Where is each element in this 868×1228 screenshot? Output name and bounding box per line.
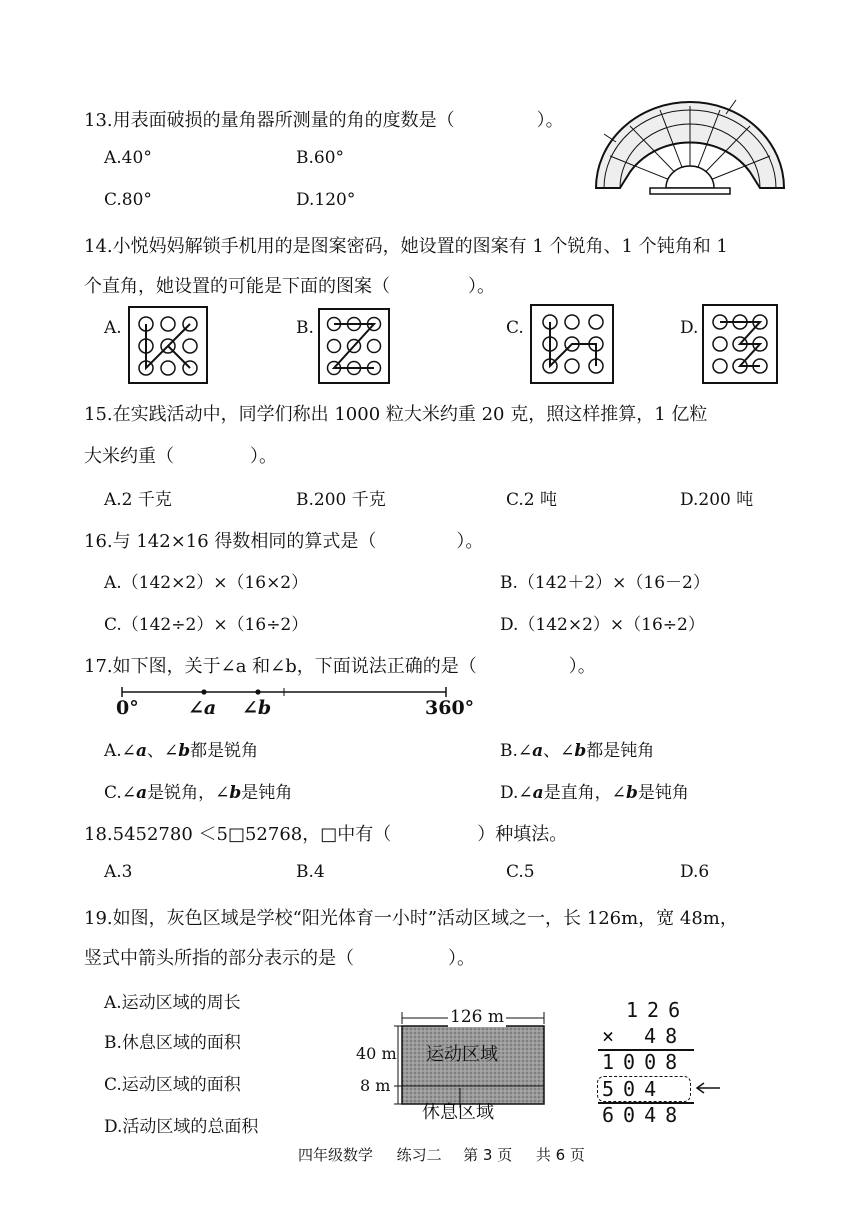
q13-option-a[interactable]: A.40° xyxy=(104,148,152,168)
q14-option-b-pattern[interactable] xyxy=(318,308,390,384)
q17-option-b[interactable] xyxy=(500,736,654,761)
v-row4-d1: 5 xyxy=(602,1077,624,1101)
number-line-label-360: 360° xyxy=(425,697,475,719)
q19-option-d[interactable]: D.活动区域的总面积 xyxy=(104,1117,259,1137)
q14-line2 xyxy=(84,272,495,298)
q16-stem-text: 16.与 142×16 得数相同的算式是（ xyxy=(84,531,377,552)
q14-option-d-label[interactable]: D. xyxy=(680,318,699,338)
footer-page: 第 3 页 xyxy=(463,1146,513,1164)
q15-option-c[interactable]: C.2 吨 xyxy=(506,490,558,510)
q17b-a: a xyxy=(532,741,544,761)
v-row2-d1: 4 xyxy=(644,1024,666,1048)
vertical-row2 xyxy=(602,1024,686,1048)
q17d-post: 是钝角 xyxy=(637,783,689,803)
q17-option-d[interactable] xyxy=(500,778,689,803)
q13-option-c[interactable]: C.80° xyxy=(104,190,152,210)
q15-line2-text: 大米约重（ xyxy=(84,446,174,467)
q18-option-b[interactable]: B.4 xyxy=(296,862,325,882)
q17-close: ）。 xyxy=(568,656,596,677)
v-row3-d1: 1 xyxy=(602,1050,624,1074)
v-row1-d1: 1 xyxy=(626,998,648,1022)
q15-option-d[interactable]: D.200 吨 xyxy=(680,490,754,510)
footer-total: 共 6 页 xyxy=(535,1146,585,1164)
q17c-b: b xyxy=(229,783,242,803)
v-row1-d2: 2 xyxy=(647,998,669,1022)
q16-option-a[interactable]: A.（142×2）×（16×2） xyxy=(104,573,309,593)
q18-option-d[interactable]: D.6 xyxy=(680,862,710,882)
q18-close: ）种填法。 xyxy=(477,824,568,845)
q19-option-c[interactable]: C.运动区域的面积 xyxy=(104,1075,241,1095)
q14-option-a-pattern[interactable] xyxy=(128,306,208,384)
figure-length-label: 126 m xyxy=(450,1007,504,1027)
v-row4-d2: 0 xyxy=(623,1077,645,1101)
q17a-b: b xyxy=(178,741,191,761)
q14-option-b-label[interactable]: B. xyxy=(296,318,314,338)
q17-stem xyxy=(84,652,596,678)
vertical-row1 xyxy=(626,998,689,1022)
number-line-label-0: 0° xyxy=(116,697,139,719)
number-line-label-b: ∠b xyxy=(242,697,272,719)
v-row5-d1: 6 xyxy=(602,1103,624,1127)
page-footer xyxy=(298,1144,585,1165)
q17-stem-text: 17.如下图，关于∠a 和∠b，下面说法正确的是（ xyxy=(84,656,477,677)
q14-option-a-label[interactable]: A. xyxy=(104,318,122,338)
v-row3-d2: 0 xyxy=(623,1050,645,1074)
q15-option-b[interactable]: B.200 千克 xyxy=(296,490,386,510)
q17a-mid: 、∠ xyxy=(146,741,179,761)
q17a-post: 都是锐角 xyxy=(190,741,259,761)
v-row4-d3: 4 xyxy=(644,1077,666,1101)
v-row1-d3: 6 xyxy=(668,998,690,1022)
q17d-a: a xyxy=(532,783,544,803)
q13-stem-text: 13.用表面破损的量角器所测量的角的度数是（ xyxy=(84,110,455,131)
q17a-a: a xyxy=(135,741,147,761)
footer-exercise: 练习二 xyxy=(396,1146,442,1164)
q17d-mid: 是直角，∠ xyxy=(543,783,626,803)
q17c-post: 是钝角 xyxy=(241,783,293,803)
q14-close: ）。 xyxy=(468,276,495,297)
q17d-pre: D.∠ xyxy=(500,783,533,803)
q15-line2 xyxy=(84,442,277,468)
figure-height1-label: 40 m xyxy=(356,1044,397,1063)
q16-close: ）。 xyxy=(456,531,484,552)
q17d-b: b xyxy=(625,783,638,803)
q13-close: ）。 xyxy=(536,110,564,131)
v-row3-d4: 8 xyxy=(665,1050,687,1074)
q18-stem-text: 18.5452780 ＜5□52768，□中有（ xyxy=(84,824,392,845)
q16-stem xyxy=(84,527,483,553)
vertical-row4 xyxy=(602,1077,665,1101)
v-row5-d3: 4 xyxy=(644,1103,666,1127)
pattern-b-graphic xyxy=(320,310,388,382)
q17-option-c[interactable] xyxy=(104,778,292,803)
q17b-pre: B.∠ xyxy=(500,741,533,761)
q17b-mid: 、∠ xyxy=(543,741,575,761)
number-line-label-a: ∠a xyxy=(188,697,217,719)
v-row5-d4: 8 xyxy=(665,1103,687,1127)
q14-option-c-label[interactable]: C. xyxy=(506,318,524,338)
figure-height2-label: 8 m xyxy=(360,1076,391,1095)
q17c-pre: C.∠ xyxy=(104,783,137,803)
q18-stem xyxy=(84,820,567,846)
pattern-a-graphic xyxy=(130,308,206,382)
q17a-pre: A.∠ xyxy=(104,741,136,761)
q16-option-c[interactable]: C.（142÷2）×（16÷2） xyxy=(104,615,309,635)
multiply-sign: × xyxy=(602,1024,624,1048)
q14-line1: 14.小悦妈妈解锁手机用的是图案密码，她设置的图案有 1 个锐角、1 个钝角和 1 xyxy=(84,236,728,257)
q17b-post: 都是钝角 xyxy=(586,741,655,761)
q15-option-a[interactable]: A.2 千克 xyxy=(104,490,172,510)
q15-close: ）。 xyxy=(250,446,277,467)
q18-option-a[interactable]: A.3 xyxy=(104,862,133,882)
q13-option-d[interactable]: D.120° xyxy=(296,190,356,210)
v-row5-d2: 0 xyxy=(623,1103,645,1127)
vertical-row5 xyxy=(602,1103,686,1127)
q13-option-b[interactable]: B.60° xyxy=(296,148,345,168)
arrow-left-icon xyxy=(694,1080,722,1096)
q15-line1: 15.在实践活动中，同学们称出 1000 粒大米约重 20 克，照这样推算，1 亿粒 xyxy=(84,404,708,425)
q14-option-c-pattern[interactable] xyxy=(530,304,614,384)
q19-line2-text: 竖式中箭头所指的部分表示的是（ xyxy=(84,948,354,969)
q19-close: ）。 xyxy=(448,948,475,969)
angle-number-line xyxy=(116,682,456,702)
q17b-b: b xyxy=(574,741,587,761)
figure-area2-label: 休息区域 xyxy=(422,1102,494,1123)
q19-line1: 19.如图，灰色区域是学校“阳光体育一小时”活动区域之一，长 126m，宽 48m， xyxy=(84,908,738,929)
q16-option-d[interactable]: D.（142×2）×（16÷2） xyxy=(500,615,705,635)
q19-option-a[interactable]: A.运动区域的周长 xyxy=(104,993,241,1013)
q19-option-b[interactable]: B.休息区域的面积 xyxy=(104,1033,241,1053)
footer-grade: 四年级数学 xyxy=(298,1146,374,1164)
q17-option-a[interactable] xyxy=(104,736,258,761)
q13-stem xyxy=(84,106,564,132)
pattern-c-graphic xyxy=(532,306,612,382)
q17c-a: a xyxy=(136,783,148,803)
q17c-mid: 是锐角，∠ xyxy=(147,783,230,803)
q14-line2-text: 个直角，她设置的可能是下面的图案（ xyxy=(84,276,390,297)
v-row2-d2: 8 xyxy=(665,1024,687,1048)
q16-option-b[interactable]: B.（142＋2）×（16－2） xyxy=(500,573,710,593)
broken-protractor-image xyxy=(590,96,790,196)
pattern-d-graphic xyxy=(704,306,776,382)
figure-area1-label: 运动区域 xyxy=(426,1044,498,1065)
q19-line2 xyxy=(84,944,475,970)
vertical-row3 xyxy=(602,1050,686,1074)
v-row3-d3: 0 xyxy=(644,1050,666,1074)
q18-option-c[interactable]: C.5 xyxy=(506,862,535,882)
q14-option-d-pattern[interactable] xyxy=(702,304,778,384)
